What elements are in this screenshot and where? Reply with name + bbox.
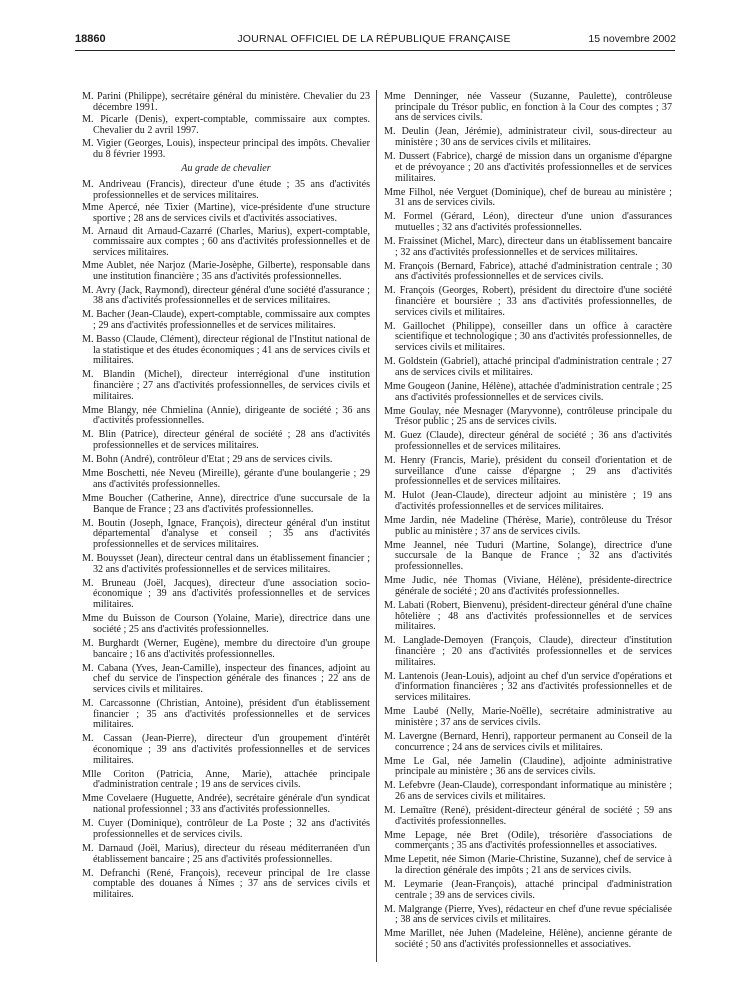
left-column [82, 92, 370, 904]
list-item: M. Henry (Francis, Marie), président du conseil d'orientation et de surveillance d'une caisse d'épargne ; 29 ans d'activités professionnelles et de services militaires. [384, 454, 672, 488]
list-item: M. Dussert (Fabrice), chargé de mission dans un organisme d'épargne et de prévoyance ; 20 ans d'activités professionnelles et de services militaires. [384, 151, 672, 184]
list-item: M. Guez (Claude), directeur général de société ; 36 ans d'activités professionnelles et de services militaires. [384, 430, 672, 452]
list-item: M. Langlade-Demoyen (François, Claude), directeur d'institution financière ; 20 ans d'activités professionnelles et de services militaires. [384, 635, 672, 668]
left-entries [82, 180, 370, 901]
list-item: M. Avry (Jack, Raymond), directeur général d'une société d'assurance ; 38 ans d'activités professionnelles et de services militaires. [82, 284, 370, 307]
list-item: M. Formel (Gérard, Léon), directeur d'une union d'assurances mutuelles ; 32 ans d'activités professionnelles. [384, 211, 672, 233]
list-item: Mme Boucher (Catherine, Anne), directrice d'une succursale de la Banque de France ; 23 ans d'activités professionnelles. [82, 492, 370, 515]
list-item: Mme Apercé, née Tixier (Martine), vice-présidente d'une structure sportive ; 28 ans de services civils et d'activités associatives. [82, 202, 370, 225]
list-item: M. Labati (Robert, Bienvenu), président-directeur général d'une chaîne hôtelière ; 48 ans d'activités professionnelles et de services militaires. [384, 599, 672, 633]
list-item: M. Vigier (Georges, Louis), inspecteur principal des impôts. Chevalier du 8 février 1993. [82, 137, 370, 160]
list-item: M. Darnaud (Joël, Marius), directeur du réseau méditerranéen d'un établissement bancaire ; 25 ans d'activités professionnelles. [82, 842, 370, 865]
list-item: Mme Judic, née Thomas (Viviane, Hélène), présidente-directrice générale de société ; 20 ans d'activités professionnelles. [384, 575, 672, 597]
list-item: M. Bouysset (Jean), directeur central dans un établissement financier ; 32 ans d'activités professionnelles et de services militaires. [82, 552, 370, 575]
list-item: M. Parini (Philippe), secrétaire général du ministère. Chevalier du 23 décembre 1991. [82, 91, 370, 113]
page-number: 18860 [75, 33, 106, 45]
list-item: M. Cabana (Yves, Jean-Camille), inspecteur des finances, adjoint au chef du service de l'inspection générale des finances ; 22 ans de services civils et militaires. [82, 662, 370, 695]
list-item: M. Defranchi (René, François), receveur principal de 1re classe comptable des douanes à Nîmes ; 37 ans de services civils et militaires. [82, 867, 370, 900]
list-item: Mme Lepetit, née Simon (Marie-Christine, Suzanne), chef de service à la direction générale des impôts ; 21 ans de services civils. [384, 854, 672, 877]
list-item: M. Deulin (Jean, Jérémie), administrateur civil, sous-directeur au ministère ; 30 ans de services civils et militaires. [384, 126, 672, 149]
list-item: Mme Le Gal, née Jamelin (Claudine), adjointe administrative principale au ministère ; 36 ans de services civils. [384, 755, 672, 778]
list-item: M. Burghardt (Werner, Eugène), membre du directoire d'un groupe bancaire ; 16 ans d'activités professionnelles. [82, 637, 370, 660]
right-entries [384, 92, 672, 951]
list-item: M. Boutin (Joseph, Ignace, François), directeur général d'un institut départemental d'analyse et conseil ; 35 ans d'activités professionnelles et de services militaires. [82, 517, 370, 550]
page-header [0, 33, 748, 49]
list-item: M. François (Georges, Robert), président du directoire d'une société financière et boursière ; 33 ans d'activités professionnelles, de services civils et militaires. [384, 285, 672, 318]
list-item: M. Cuyer (Dominique), contrôleur de La Poste ; 32 ans d'activités professionnelles et de services civils. [82, 818, 370, 840]
list-item: Mme Goulay, née Mesnager (Maryvonne), contrôleuse principale du Trésor public ; 25 ans de services civils. [384, 405, 672, 428]
list-item: M. Picarle (Denis), expert-comptable, commissaire aux comptes. Chevalier du 2 avril 1997. [82, 114, 370, 137]
list-item: Mlle Coriton (Patricia, Anne, Marie), attachée principale d'administration centrale ; 19 ans de services civils. [82, 768, 370, 791]
list-item: Mme Marillet, née Juhen (Madeleine, Hélène), ancienne gérante de société ; 50 ans d'activités professionnelles et associatives. [384, 928, 672, 951]
list-item: Mme du Buisson de Courson (Yolaine, Marie), directrice dans une société ; 25 ans d'activités professionnelles. [82, 613, 370, 635]
list-item: Mme Boschetti, née Neveu (Mireille), gérante d'une boulangerie ; 29 ans d'activités professionnelles. [82, 468, 370, 490]
list-item: Mme Filhol, née Verguet (Dominique), chef de bureau au ministère ; 31 ans de services civils. [384, 186, 672, 209]
list-item: M. Malgrange (Pierre, Yves), rédacteur en chef d'une revue spécialisée ; 38 ans de services civils et militaires. [384, 903, 672, 926]
list-item: M. Leymarie (Jean-François), attaché principal d'administration centrale ; 39 ans de services civils. [384, 879, 672, 901]
list-item: Mme Blangy, née Chmielina (Annie), dirigeante de société ; 36 ans d'activités professionnelles. [82, 404, 370, 427]
list-item: M. Bohn (André), contrôleur d'Etat ; 29 ans de services civils. [82, 454, 333, 466]
list-item: M. Lavergne (Bernard, Henri), rapporteur permanent au Conseil de la concurrence ; 24 ans de services civils et militaires. [384, 730, 672, 753]
header-rule [75, 50, 675, 51]
list-item: Mme Aublet, née Narjoz (Marie-Josèphe, Gilberte), responsable dans une institution financière ; 35 ans d'activités professionnelles. [82, 259, 370, 282]
journal-title: JOURNAL OFFICIEL DE LA RÉPUBLIQUE FRANÇAISE [237, 33, 511, 45]
list-item: M. Cassan (Jean-Pierre), directeur d'un groupement d'intérêt économique ; 39 ans d'activités professionnelles et de services militaires. [82, 733, 370, 766]
list-item: Mme Denninger, née Vasseur (Suzanne, Paulette), contrôleuse principale du Trésor public, en fonction à la Cour des comptes ; 37 ans de services civils. [384, 91, 672, 124]
list-item: Mme Jardin, née Madeline (Thérèse, Marie), contrôleuse du Trésor public au ministère ; 37 ans de services civils. [384, 515, 672, 537]
list-item: Mme Jeannel, née Tuduri (Martine, Solange), directrice d'une succursale de la Banque de France ; 32 ans d'activités professionnelles. [384, 539, 672, 573]
list-item: Mme Covelaere (Huguette, Andrée), secrétaire générale d'un syndicat national professionnel ; 33 ans d'activités professionnelles. [82, 793, 370, 816]
list-item: M. Lemaître (René), président-directeur général de société ; 59 ans d'activités professionnelles. [384, 804, 672, 827]
list-item: M. Gaillochet (Philippe), conseiller dans un office à caractère scientifique et technologique ; 30 ans d'activités professionnelles, de services civils et militaires. [384, 320, 672, 354]
section-subheading: Au grade de chevalier [181, 163, 271, 175]
list-item: Mme Lepage, née Bret (Odile), trésorière d'associations de commerçants ; 35 ans d'activités professionnelles et associatives. [384, 829, 672, 852]
list-item: M. Hulot (Jean-Claude), directeur adjoint au ministère ; 19 ans d'activités professionnelles et de services militaires. [384, 490, 672, 513]
list-item: M. Lefebvre (Jean-Claude), correspondant informatique au ministère ; 26 ans de services civils et militaires. [384, 780, 672, 802]
column-divider [376, 90, 377, 962]
list-item: Mme Gougeon (Janine, Hélène), attachée d'administration centrale ; 25 ans d'activités professionnelles et de services civils. [384, 380, 672, 403]
list-item: M. Blandin (Michel), directeur interrégional d'une institution financière ; 27 ans d'activités professionnelles, de services civils et militaires. [82, 369, 370, 402]
list-item: Mme Laubé (Nelly, Marie-Noëlle), secrétaire administrative au ministère ; 37 ans de services civils. [384, 706, 672, 728]
list-item: M. Goldstein (Gabriel), attaché principal d'administration centrale ; 27 ans de services civils et militaires. [384, 356, 672, 378]
list-item: M. Lantenois (Jean-Louis), adjoint au chef d'un service d'opérations et d'information financières ; 32 ans d'activités professionnelles et de services militaires. [384, 670, 672, 704]
list-item: M. Bacher (Jean-Claude), expert-comptable, commissaire aux comptes ; 29 ans d'activités professionnelles et de services militaires. [82, 309, 370, 331]
list-item: M. François (Bernard, Fabrice), attaché d'administration centrale ; 30 ans d'activités professionnelles et de services civils. [384, 260, 672, 283]
list-item: M. Basso (Claude, Clément), directeur régional de l'Institut national de la statistique et des études économiques ; 41 ans de services civils et militaires. [82, 333, 370, 367]
list-item: M. Carcassonne (Christian, Antoine), président d'un établissement financier ; 35 ans d'activités professionnelles et de services militaires. [82, 697, 370, 731]
list-item: M. Blin (Patrice), directeur général de société ; 28 ans d'activités professionnelles et de services militaires. [82, 429, 370, 452]
right-column [384, 92, 672, 954]
list-item: M. Bruneau (Joël, Jacques), directeur d'une association socio-économique ; 39 ans d'activités professionnelles et de services militaires. [82, 577, 370, 611]
list-item: M. Andriveau (Francis), directeur d'une étude ; 35 ans d'activités professionnelles et de services militaires. [82, 178, 370, 201]
list-item: M. Arnaud dit Arnaud-Cazarré (Charles, Marius), expert-comptable, commissaire aux comptes ; 60 ans d'activités professionnelles et de services militaires. [82, 225, 370, 259]
list-item: M. Fraissinet (Michel, Marc), directeur dans un établissement bancaire ; 32 ans d'activités professionnelles et de services militaires. [384, 235, 672, 258]
publication-date: 15 novembre 2002 [588, 33, 676, 45]
